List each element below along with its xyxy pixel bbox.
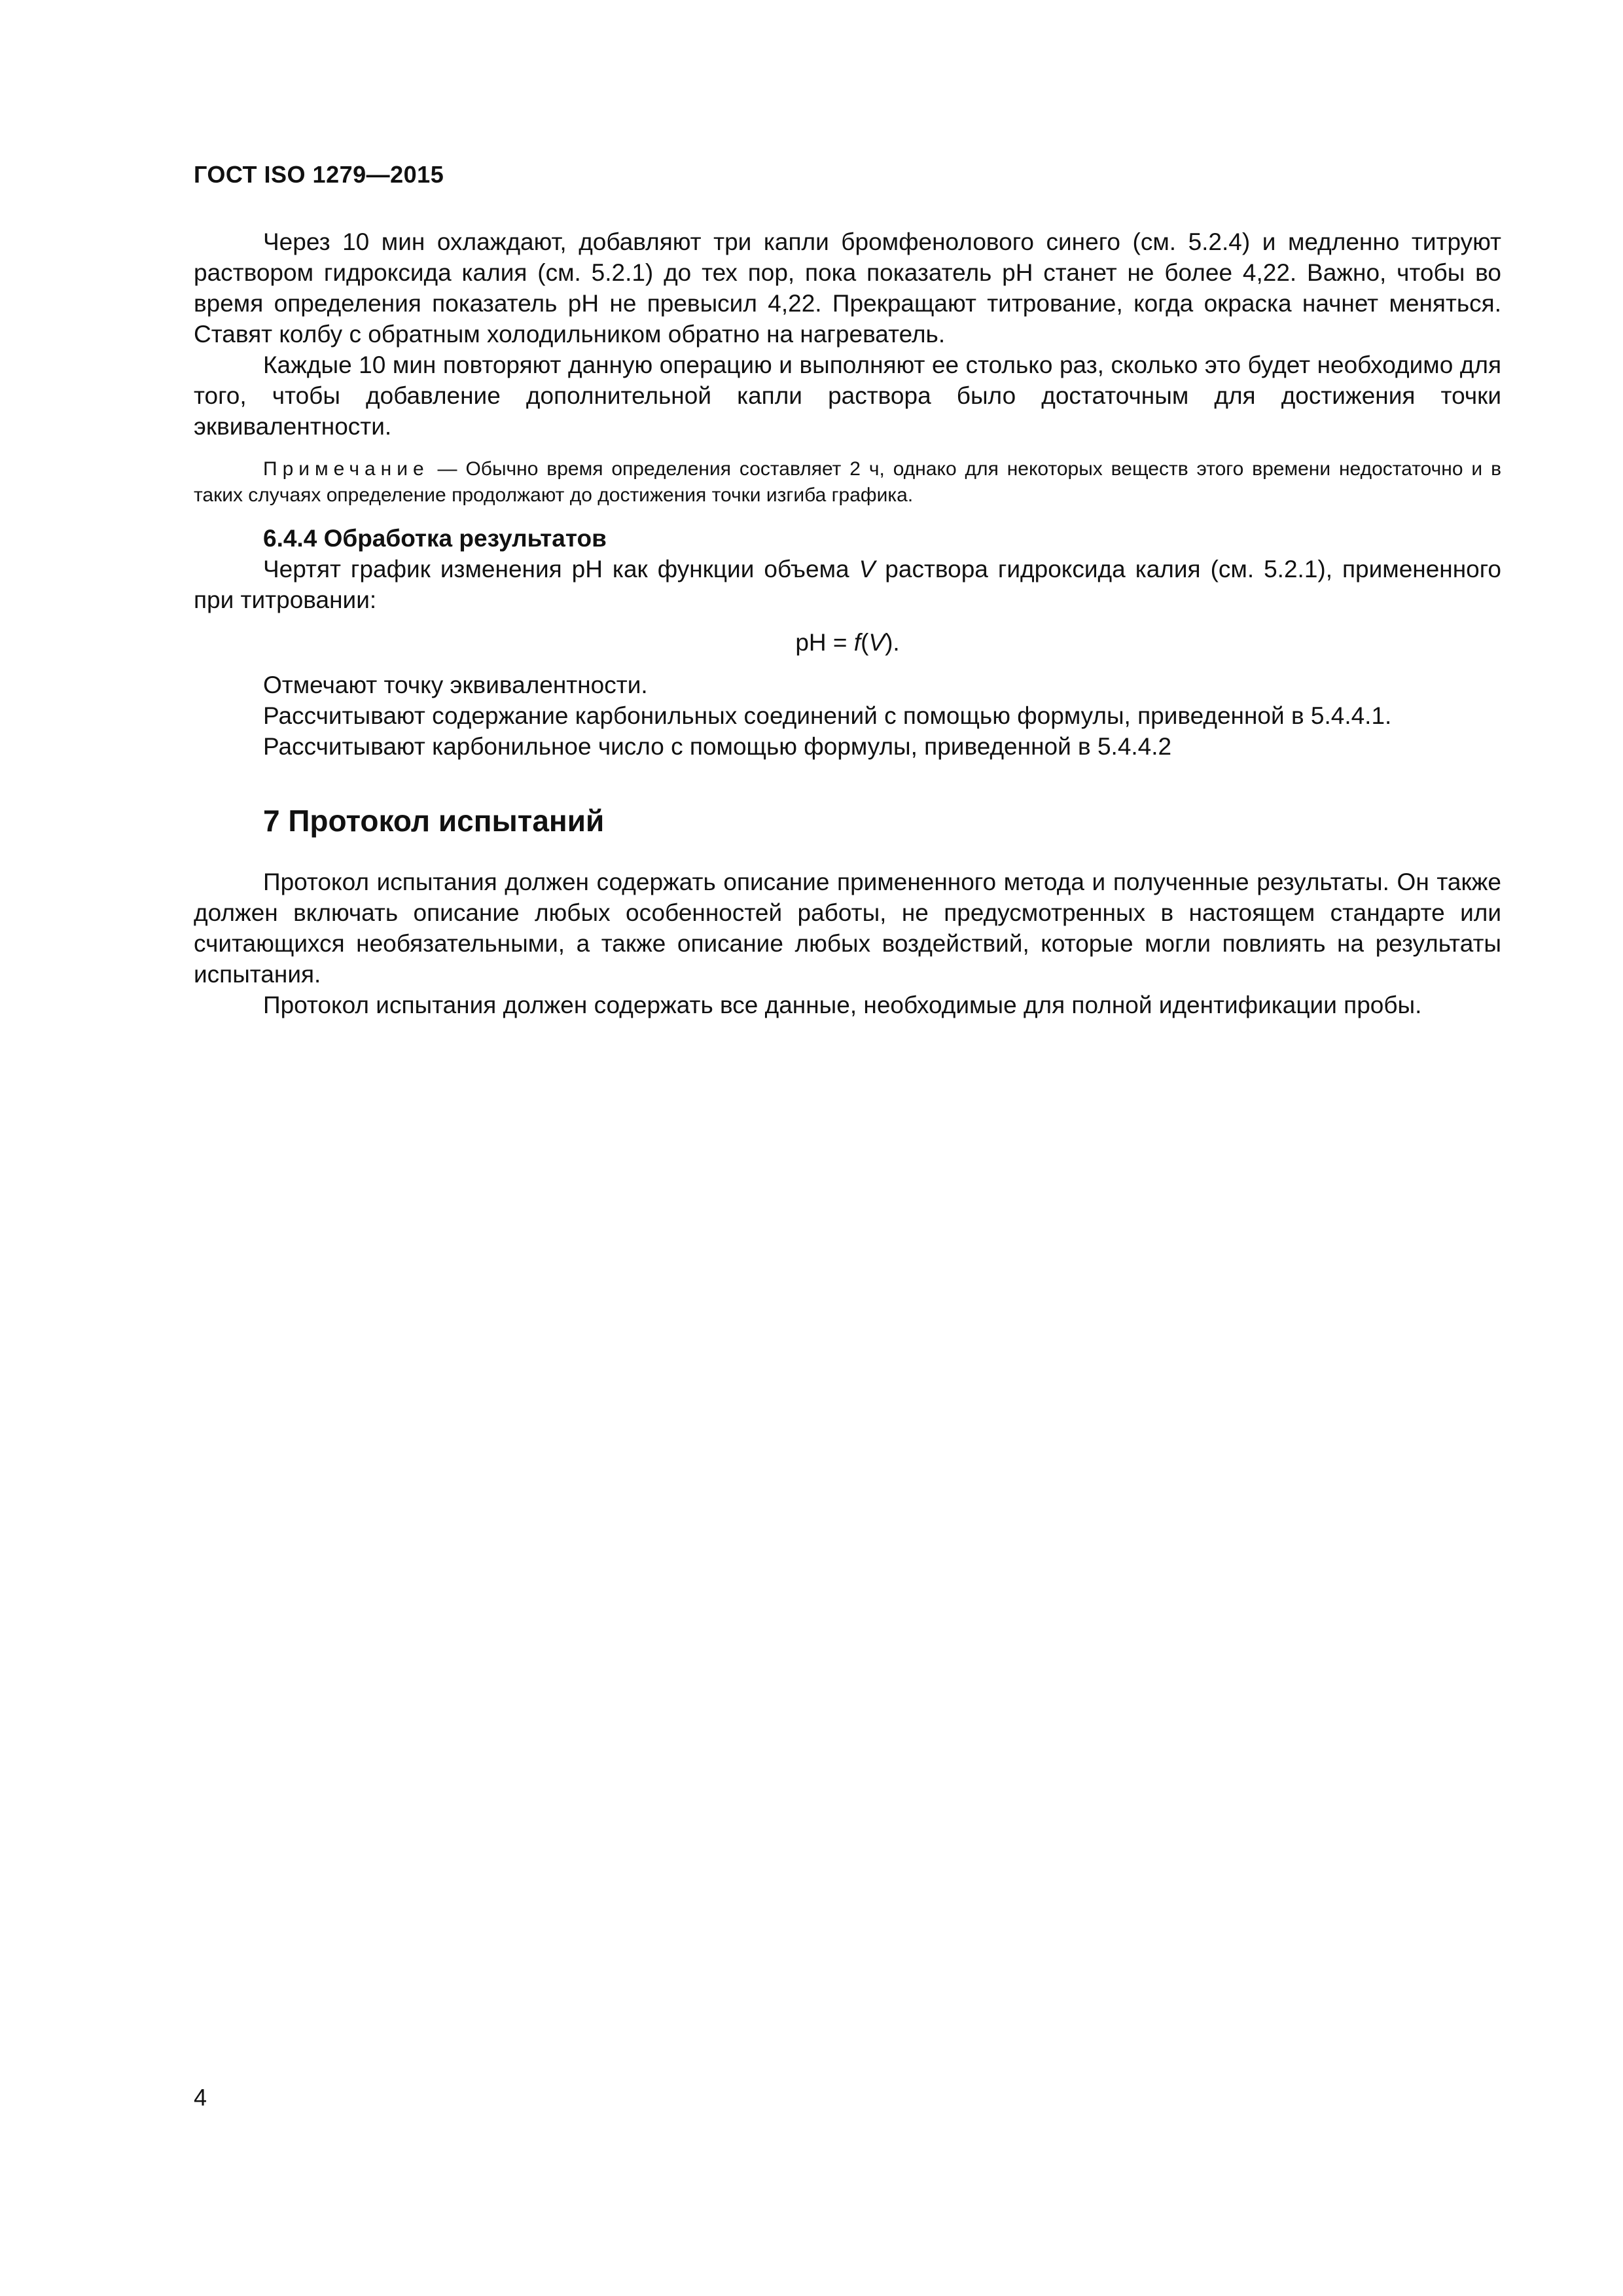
paragraph-protocol-identification: Протокол испытания должен содержать все данные, необходимые для полной идентификации пробы. xyxy=(263,992,1422,1018)
paragraph-protocol-content: Протокол испытания должен содержать описание примененного метода и полученные результаты. Он также должен включать описание любых особенностей работы, не предусмотренных в настоящем стандарте или считающихся необязательными, а также описание любых воздействий, которые могли повлиять на результаты испытания. xyxy=(194,869,1501,988)
paragraph-equivalence-point: Отмечают точку эквивалентности. xyxy=(263,672,648,698)
text-span: раствора гидроксида калия (см. 5.2.1), примененного при титровании: xyxy=(194,556,1501,613)
subsection-title: 6.4.4 Обработка результатов xyxy=(263,525,607,552)
paragraph-repeat-operation: Каждые 10 мин повторяют данную операцию и выполняют ее столько раз, сколько это будет необходимо для того, чтобы добавление дополнительной капли раствора было достаточным для достижения точки эквивалентности. xyxy=(194,351,1501,440)
formula-part: pH = xyxy=(795,629,854,656)
formula-variable: V xyxy=(868,629,885,656)
formula-function: f xyxy=(853,629,861,656)
document-header-code: ГОСТ ISO 1279—2015 xyxy=(194,161,444,188)
formula-part: ). xyxy=(885,629,900,656)
formula-part: ( xyxy=(861,629,869,656)
formula-ph xyxy=(194,627,1501,658)
note-text: — Обычно время определения составляет 2 ч, однако для некоторых веществ этого времени недостаточно и в таких случаях определение продолжают до достижения точки изгиба графика. xyxy=(194,458,1501,506)
paragraph-titration-cooling: Через 10 мин охлаждают, добавляют три капли бромфенолового синего (см. 5.2.4) и медленно титруют раствором гидроксида калия (см. 5.2.1) до тех пор, пока показатель pH станет не более 4,22. Важно, чтобы во время определения показатель pH не превысил 4,22. Прекращают титрование, когда окраска начнет меняться. Ставят колбу с обратным холодильником обратно на нагреватель. xyxy=(194,228,1501,348)
paragraph-plot-graph xyxy=(194,554,1501,615)
note-label: Примечание xyxy=(263,458,429,480)
page-number: 4 xyxy=(194,2084,207,2111)
paragraph-calc-carbonyl-number: Рассчитывают карбонильное число с помощью формулы, приведенной в 5.4.4.2 xyxy=(263,733,1172,760)
variable-v: V xyxy=(859,556,876,583)
document-body xyxy=(194,226,1501,1020)
text-span: Чертят график изменения pH как функции объема xyxy=(263,556,859,583)
note-paragraph xyxy=(194,456,1501,509)
paragraph-calc-carbonyl-content: Рассчитывают содержание карбонильных соединений с помощью формулы, приведенной в 5.4.4.1. xyxy=(263,702,1392,729)
section-title: 7 Протокол испытаний xyxy=(263,804,605,838)
